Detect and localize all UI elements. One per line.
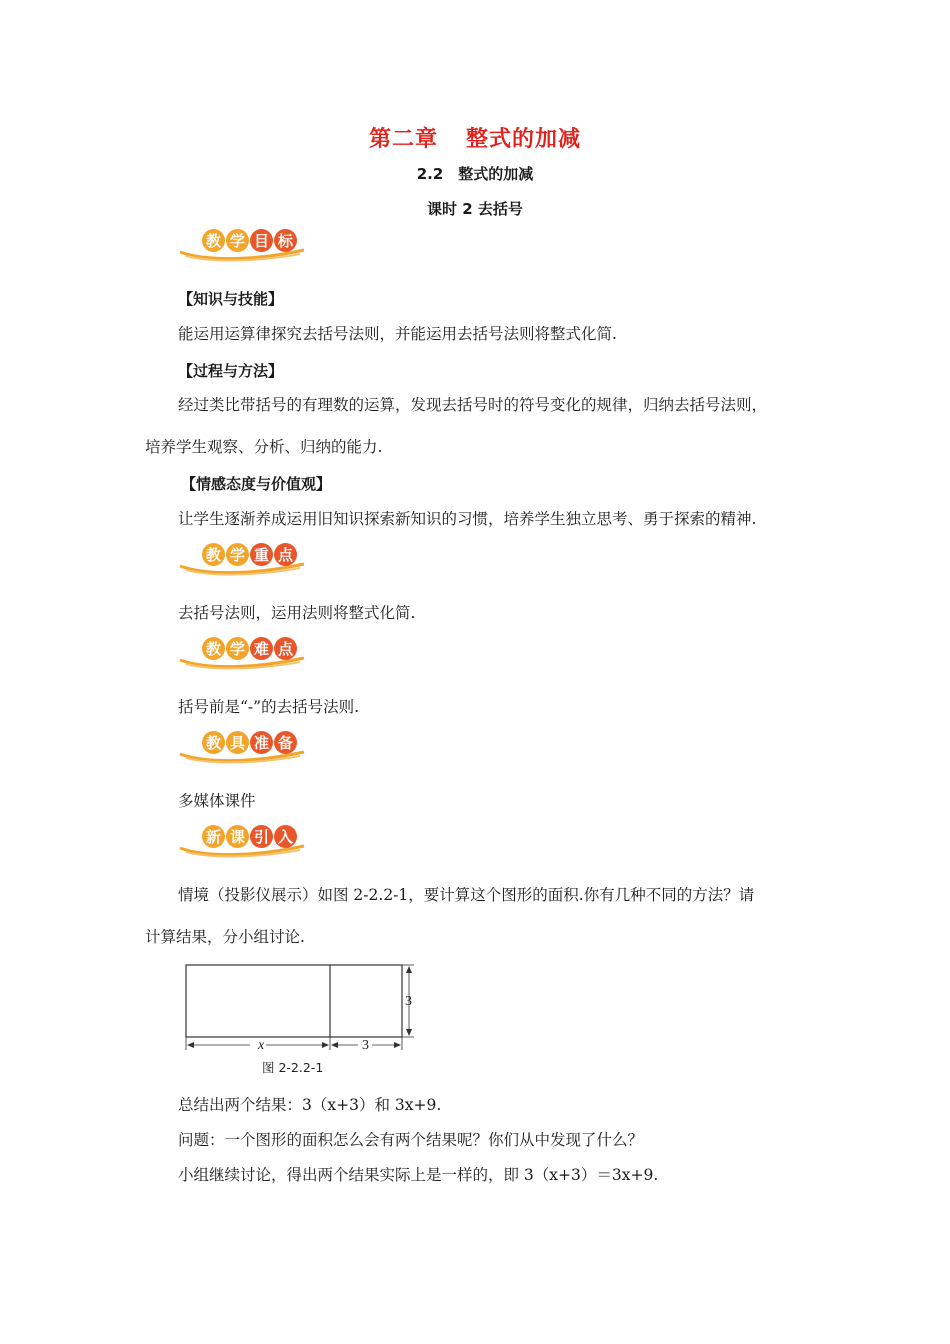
process-text-line1: 经过类比带括号的有理数的运算，发现去括号时的符号变化的规律，归纳去括号法则，	[178, 396, 768, 414]
banner-char: 教	[202, 229, 225, 252]
banner-char: 教	[202, 731, 225, 754]
summary-text: 总结出两个结果：3（x+3）和 3x+9.	[178, 1096, 442, 1114]
chapter-name: 整式的加减	[466, 127, 582, 152]
figure-label-3-side: 3	[405, 994, 412, 1009]
banner-char: 重	[250, 543, 273, 566]
process-text-line2: 培养学生观察、分析、归纳的能力.	[145, 438, 383, 456]
banner-new-lesson-intro	[178, 822, 318, 858]
process-heading: 【过程与方法】	[178, 362, 284, 380]
knowledge-heading: 【知识与技能】	[178, 290, 284, 308]
intro-text-line1: 情境（投影仪展示）如图 2-2.2-1，要计算这个图形的面积.你有几种不同的方法？请	[178, 886, 755, 904]
banner-char: 学	[226, 229, 249, 252]
figure-label-3-bottom: 3	[362, 1038, 369, 1053]
banner-char: 学	[226, 637, 249, 660]
chapter-number: 第二章	[368, 127, 438, 152]
banner-char: 点	[274, 637, 297, 660]
figure-rectangle-area	[178, 960, 422, 1080]
figure-label-x: x	[258, 1038, 265, 1053]
conclusion-text: 小组继续讨论，得出两个结果实际上是一样的，即 3（x+3）＝3x+9.	[178, 1166, 659, 1184]
banner-char: 引	[250, 825, 273, 848]
banner-char: 备	[274, 731, 297, 754]
banner-char: 准	[250, 731, 273, 754]
banner-char: 标	[274, 229, 297, 252]
figure-caption: 图 2-2.2-1	[262, 1060, 324, 1075]
chapter-title	[0, 122, 950, 153]
banner-char: 课	[226, 825, 249, 848]
section-title: 2.2 整式的加减	[416, 165, 534, 183]
banner-char: 教	[202, 637, 225, 660]
banner-key-points	[178, 540, 318, 576]
teaching-tools-text: 多媒体课件	[178, 792, 256, 810]
key-points-text: 去括号法则，运用法则将整式化简.	[178, 604, 416, 622]
banner-char: 点	[274, 543, 297, 566]
emotion-heading: 【情感态度与价值观】	[181, 475, 332, 493]
banner-teaching-goals	[178, 226, 318, 262]
intro-text-line2: 计算结果，分小组讨论.	[145, 928, 305, 946]
lesson-title: 课时 2 去括号	[427, 200, 523, 218]
banner-teaching-tools	[178, 728, 318, 764]
banner-char: 入	[274, 825, 297, 848]
emotion-text: 让学生逐渐养成运用旧知识探索新知识的习惯，培养学生独立思考、勇于探索的精神.	[178, 510, 757, 528]
banner-char: 学	[226, 543, 249, 566]
banner-char: 新	[202, 825, 225, 848]
banner-char: 目	[250, 229, 273, 252]
knowledge-text: 能运用运算律探究去括号法则，并能运用去括号法则将整式化简.	[178, 325, 617, 343]
banner-char: 难	[250, 637, 273, 660]
question-text: 问题：一个图形的面积怎么会有两个结果呢？你们从中发现了什么？	[178, 1131, 644, 1149]
difficult-points-text: 括号前是“-”的去括号法则.	[178, 698, 360, 716]
banner-difficult-points	[178, 634, 318, 670]
banner-char: 教	[202, 543, 225, 566]
banner-char: 具	[226, 731, 249, 754]
